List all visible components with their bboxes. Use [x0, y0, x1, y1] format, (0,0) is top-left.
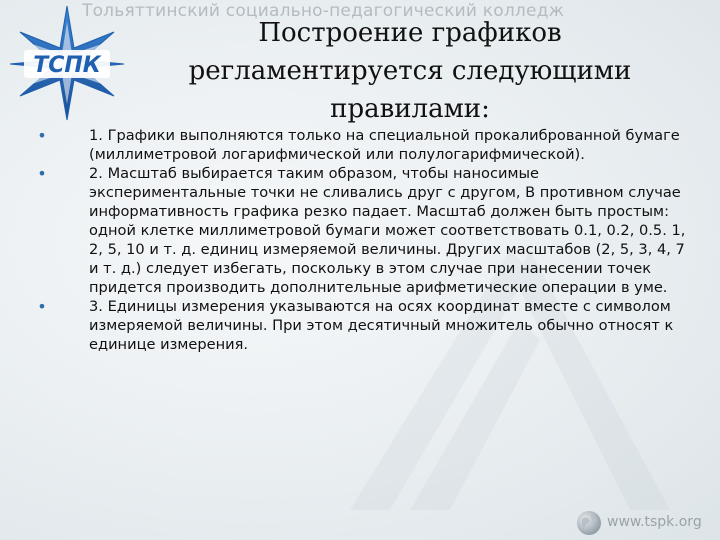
title-line: правилами: [330, 94, 490, 124]
rule-text: 1. Графики выполняются только на специальной прокалиброванной бумаге (миллиметровой логарифмической или полулогарифмической). [89, 127, 680, 163]
slide-title [150, 14, 670, 128]
site-footer [576, 510, 716, 536]
bullet-icon: • [37, 164, 47, 183]
title-line: регламентируется следующими [188, 56, 632, 86]
college-name: Тольяттинский социально-педагогический колледж [82, 1, 565, 21]
site-url-link[interactable]: www.tspk.org [607, 514, 702, 530]
bullet-icon: • [37, 126, 47, 145]
rule-item [30, 164, 696, 297]
title-line: Построение графиков [258, 18, 562, 48]
rule-text: 3. Единицы измерения указываются на осях координат вместе с символом измеряемой величины. При этом десятичный множитель обычно относят к единице измерения. [89, 298, 674, 353]
rule-item [30, 297, 696, 354]
rule-item [30, 126, 696, 164]
globe-icon [576, 510, 602, 536]
rule-text: 2. Масштаб выбирается таким образом, чтобы наносимые экспериментальные точки не сливались друг с другом, В противном случае информативность графика резко падает. Масштаб должен быть простым: одной клетке миллиметровой бумаги может соответствовать 0.1, 0.2, 0.5. 1, 2, 5, 10 и т. д. единиц измеряемой величины. Других масштабов (2, 5, 3, 4, 7 и т. д.) следует избегать, поскольку в этом случае при нанесении точек придется производить дополнительные арифметические операции в уме. [89, 165, 686, 296]
rules-list [30, 126, 696, 354]
bullet-icon: • [37, 297, 47, 316]
logo-text: ТСПК [33, 53, 101, 78]
